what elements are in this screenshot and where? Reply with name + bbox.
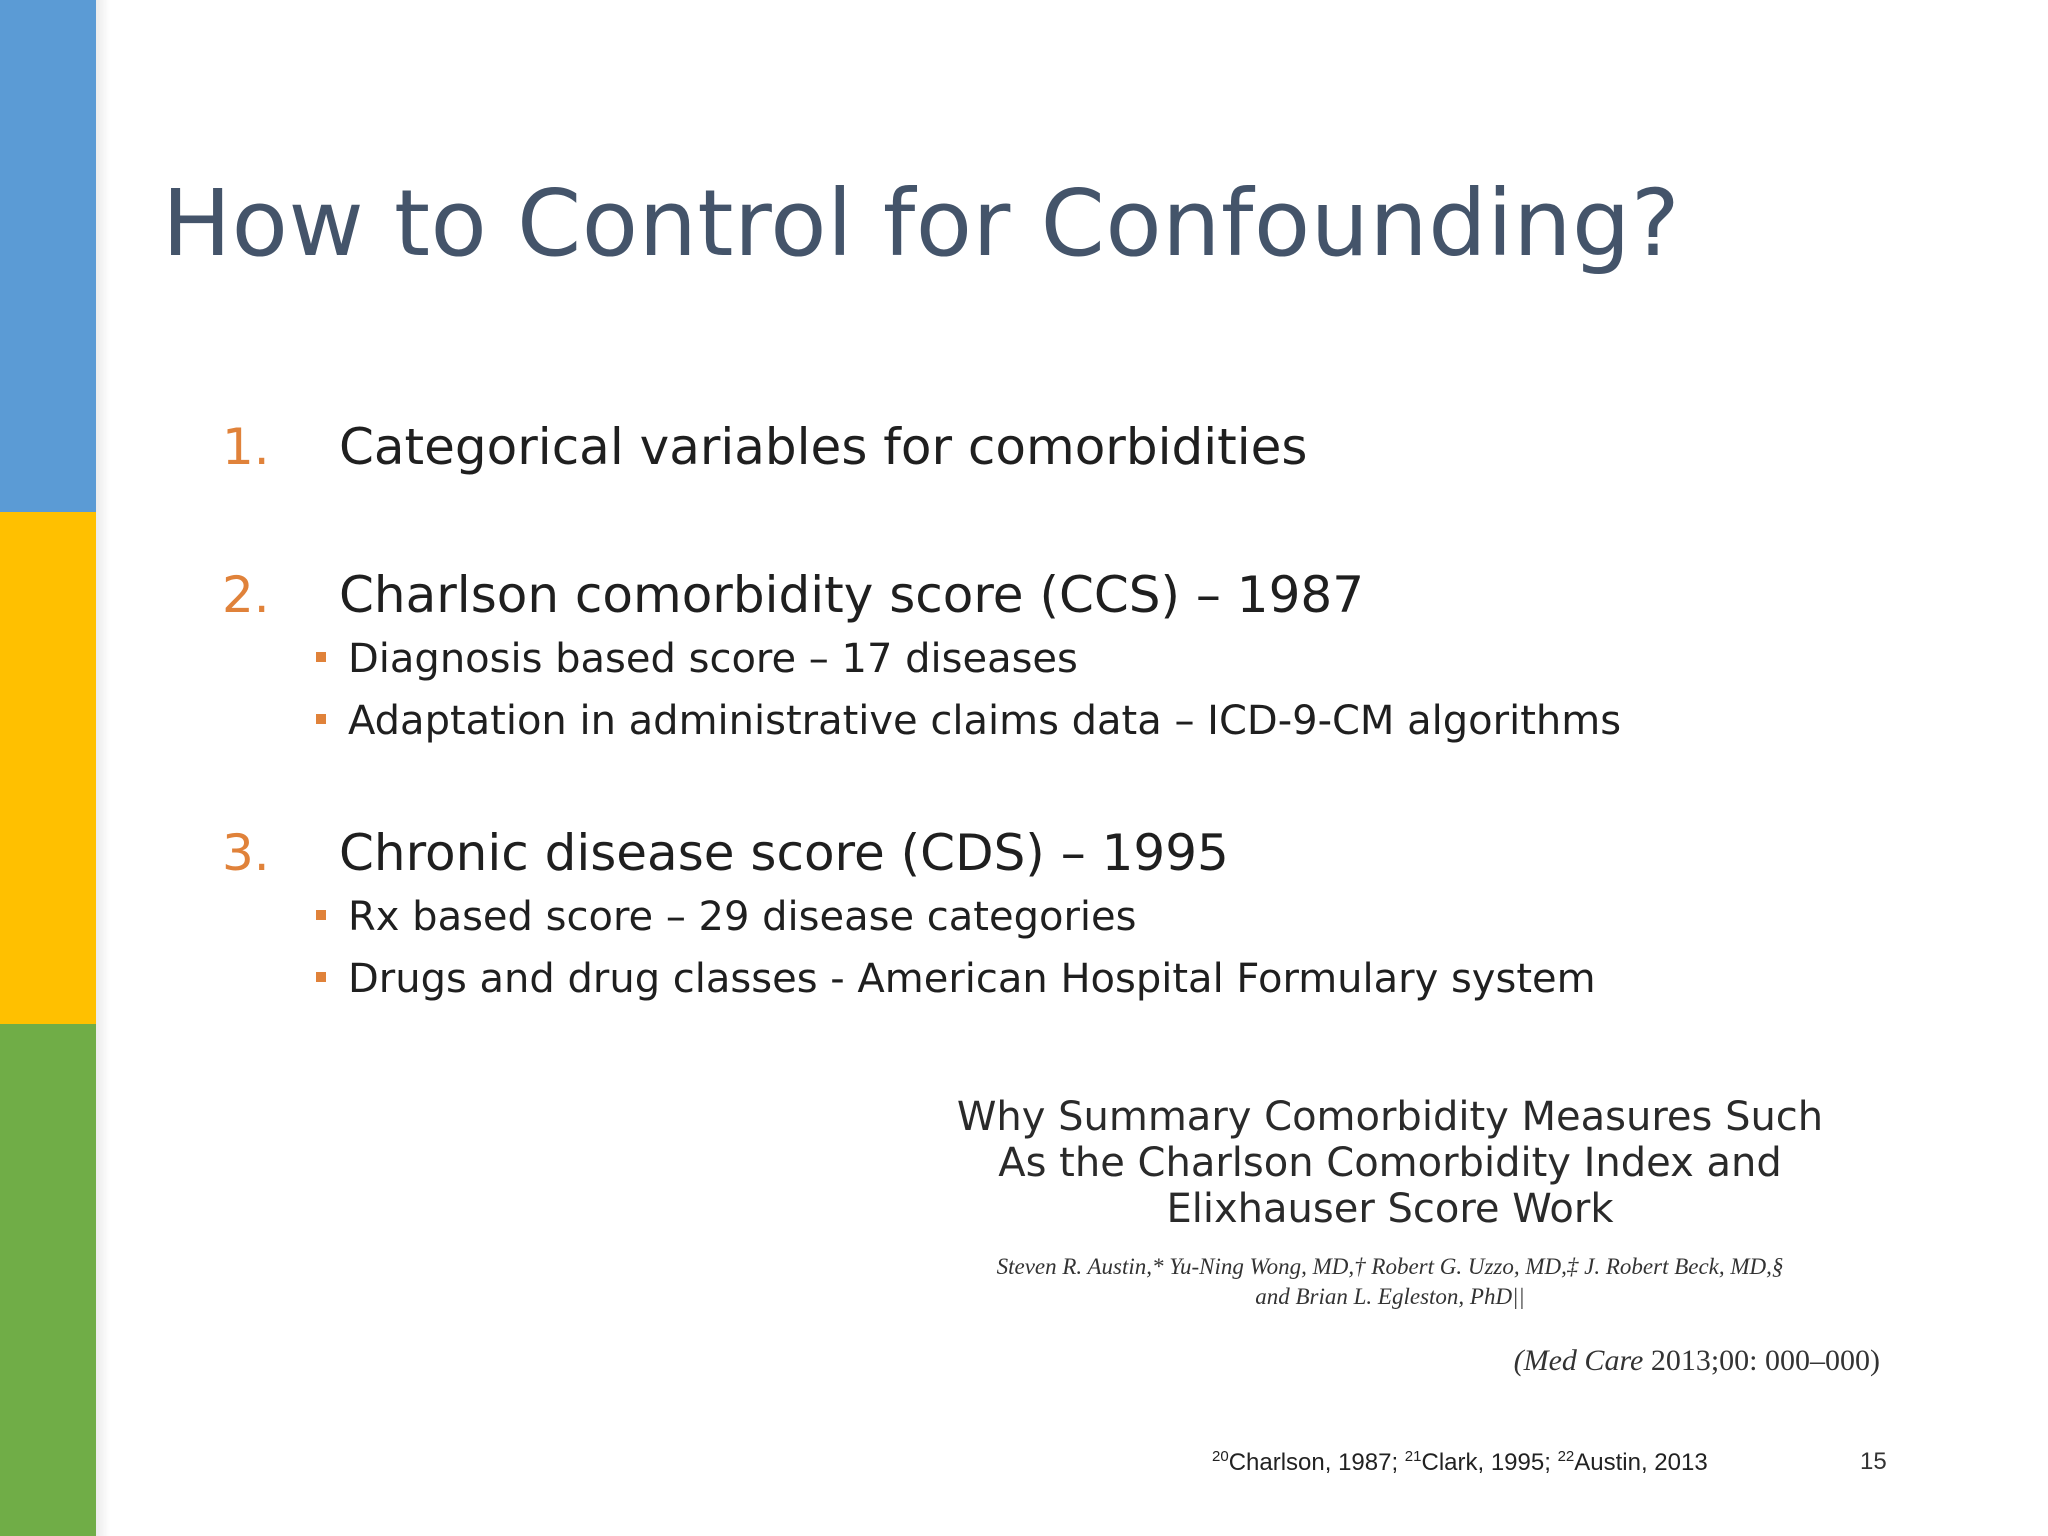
list-item-1: Categorical variables for comorbidities xyxy=(339,418,1308,476)
sub-item-2-1 xyxy=(316,636,1078,682)
sub-item-2-2 xyxy=(316,698,1621,744)
left-stripe-blue xyxy=(0,0,96,512)
square-bullet-icon xyxy=(316,714,326,724)
square-bullet-icon xyxy=(316,910,326,920)
page-number: 15 xyxy=(1860,1448,1887,1475)
sub-item-text: Drugs and drug classes - American Hospital Formulary system xyxy=(348,956,1596,1002)
left-stripe-yellow xyxy=(0,512,96,1024)
sub-item-text: Adaptation in administrative claims data – ICD-9-CM algorithms xyxy=(348,698,1622,744)
list-item-3: Chronic disease score (CDS) – 1995 xyxy=(339,824,1229,882)
sub-item-text: Rx based score – 29 disease categories xyxy=(348,894,1137,940)
paper-authors: Steven R. Austin,* Yu-Ning Wong, MD,† Robert G. Uzzo, MD,‡ J. Robert Beck, MD,§ and Brian L. Egleston, PhD|| xyxy=(996,1254,1784,1309)
paper-title: Why Summary Comorbidity Measures Such As the Charlson Comorbidity Index and Elixhauser Score Work xyxy=(956,1094,1824,1232)
sub-item-text: Diagnosis based score – 17 diseases xyxy=(348,636,1078,682)
sub-item-3-2 xyxy=(316,956,1596,1002)
paper-citation: (Med Care 2013;00: 000–000) xyxy=(1513,1344,1880,1377)
list-item-2: Charlson comorbidity score (CCS) – 1987 xyxy=(339,566,1365,624)
left-stripe-green xyxy=(0,1024,96,1536)
list-number-2: 2. xyxy=(222,566,270,624)
paper-header-image xyxy=(890,1088,1890,1388)
sub-item-3-1 xyxy=(316,894,1136,940)
square-bullet-icon xyxy=(316,972,326,982)
stripe-shadow xyxy=(96,0,110,1536)
list-number-1: 1. xyxy=(222,418,270,476)
footnote-references: $^{20}$Charlson, 1987; $^{21}$Clark, 1995; $^{22}$Austin, 2013 xyxy=(1212,1448,1708,1476)
slide-title: How to Control for Confounding? xyxy=(162,170,1681,277)
square-bullet-icon xyxy=(316,652,326,662)
list-number-3: 3. xyxy=(222,824,270,882)
